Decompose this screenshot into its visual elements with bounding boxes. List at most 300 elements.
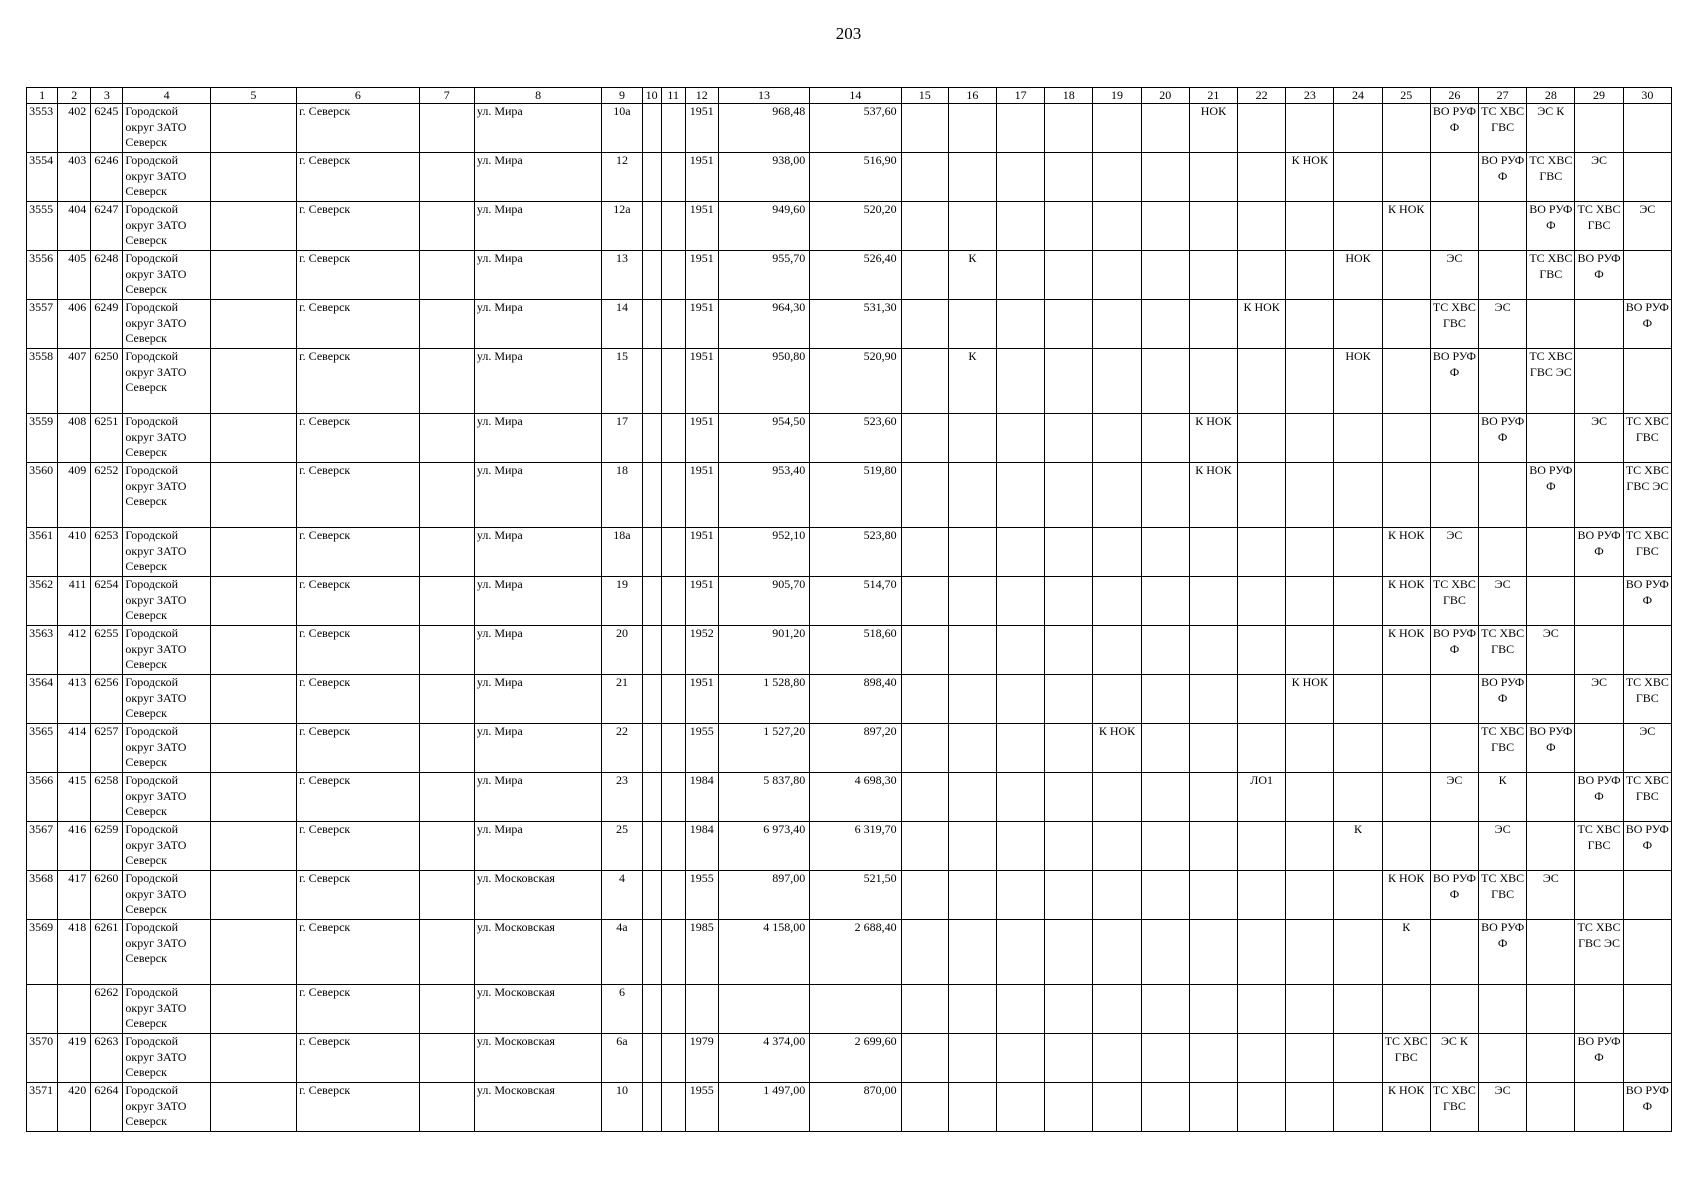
table-cell: 3556 [27, 251, 58, 300]
table-cell: ВО РУФ Ф [1527, 724, 1575, 773]
table-cell: ЭС К [1527, 104, 1575, 153]
table-cell [997, 871, 1045, 920]
table-cell [661, 1034, 685, 1083]
table-cell [1093, 528, 1141, 577]
table-cell: 6250 [91, 349, 123, 414]
table-cell [1141, 153, 1189, 202]
table-cell: 419 [58, 1034, 91, 1083]
table-cell: К НОК [1093, 724, 1141, 773]
table-cell: ТС ХВС ГВС [1479, 724, 1527, 773]
table-cell: НОК [1189, 104, 1237, 153]
table-cell [1334, 675, 1382, 724]
table-cell [210, 528, 296, 577]
table-cell: ЭС [1430, 528, 1478, 577]
table-cell [642, 153, 661, 202]
table-cell: 897,00 [718, 871, 809, 920]
table-cell: 6 [602, 985, 642, 1034]
table-cell: 518,60 [810, 626, 901, 675]
table-cell [1575, 626, 1623, 675]
table-cell [1334, 985, 1382, 1034]
table-cell [1286, 349, 1334, 414]
table-cell [1382, 300, 1430, 349]
table-cell: ВО РУФ Ф [1575, 251, 1623, 300]
table-cell: ул. Мира [474, 724, 602, 773]
table-cell: 898,40 [810, 675, 901, 724]
table-cell [1045, 202, 1093, 251]
table-cell [661, 300, 685, 349]
table-row [27, 577, 1672, 626]
table-cell: 3563 [27, 626, 58, 675]
table-cell [948, 1034, 996, 1083]
table-cell: 6263 [91, 1034, 123, 1083]
table-cell: Городской округ ЗАТО Северск [123, 251, 210, 300]
table-cell: 2 688,40 [810, 920, 901, 985]
table-cell [419, 1034, 474, 1083]
table-cell: 526,40 [810, 251, 901, 300]
table-cell [1334, 104, 1382, 153]
header-cell: 29 [1575, 88, 1623, 104]
table-cell: ТС ХВС ГВС [1430, 577, 1478, 626]
table-cell: 531,30 [810, 300, 901, 349]
table-cell [1093, 871, 1141, 920]
table-cell [1334, 202, 1382, 251]
table-cell: ВО РУФ Ф [1430, 349, 1478, 414]
table-cell [1479, 463, 1527, 528]
table-cell [1045, 1083, 1093, 1132]
table-cell [948, 577, 996, 626]
table-cell: 968,48 [718, 104, 809, 153]
table-cell [1575, 1083, 1623, 1132]
data-table [26, 87, 1672, 1132]
table-cell [948, 920, 996, 985]
table-cell [1334, 300, 1382, 349]
header-cell: 6 [297, 88, 420, 104]
table-cell: 414 [58, 724, 91, 773]
page-number: 203 [835, 24, 862, 43]
table-cell [901, 577, 948, 626]
table-cell [901, 1034, 948, 1083]
table-cell: К НОК [1238, 300, 1286, 349]
table-row [27, 251, 1672, 300]
table-cell: 10 [602, 1083, 642, 1132]
table-cell [1045, 577, 1093, 626]
header-cell: 27 [1479, 88, 1527, 104]
table-cell: 19 [602, 577, 642, 626]
table-cell [1093, 104, 1141, 153]
table-cell: ТС ХВС ГВС [1527, 251, 1575, 300]
table-cell [1623, 349, 1671, 414]
table-cell [901, 463, 948, 528]
table-cell [210, 463, 296, 528]
table-cell [210, 349, 296, 414]
table-cell [1430, 414, 1478, 463]
table-cell [1286, 528, 1334, 577]
table-cell [1527, 1083, 1575, 1132]
table-row [27, 202, 1672, 251]
table-cell [1141, 1034, 1189, 1083]
table-cell: 1951 [685, 251, 718, 300]
table-cell [210, 1083, 296, 1132]
table-cell [901, 153, 948, 202]
table-cell: 3570 [27, 1034, 58, 1083]
header-cell: 15 [901, 88, 948, 104]
table-cell: 416 [58, 822, 91, 871]
table-cell [1286, 773, 1334, 822]
table-cell [210, 920, 296, 985]
table-cell [1623, 871, 1671, 920]
table-cell: 901,20 [718, 626, 809, 675]
table-cell [1623, 104, 1671, 153]
table-cell [419, 675, 474, 724]
table-cell [1093, 626, 1141, 675]
table-cell [1045, 153, 1093, 202]
table-cell: 6264 [91, 1083, 123, 1132]
table-cell [901, 675, 948, 724]
table-cell [1189, 202, 1237, 251]
table-cell [1045, 920, 1093, 985]
table-cell: 5 837,80 [718, 773, 809, 822]
table-cell [1286, 724, 1334, 773]
table-cell: К НОК [1382, 626, 1430, 675]
table-cell [661, 773, 685, 822]
table-cell [1334, 773, 1382, 822]
table-cell [642, 251, 661, 300]
table-cell [901, 528, 948, 577]
table-cell: 1951 [685, 349, 718, 414]
table-cell: ЭС [1430, 251, 1478, 300]
table-cell [901, 414, 948, 463]
table-cell [1141, 724, 1189, 773]
table-cell [1141, 920, 1189, 985]
table-cell: г. Северск [297, 300, 420, 349]
table-cell [1093, 1083, 1141, 1132]
table-cell: Городской округ ЗАТО Северск [123, 724, 210, 773]
table-cell: 955,70 [718, 251, 809, 300]
table-cell [1334, 1083, 1382, 1132]
table-cell [1045, 724, 1093, 773]
table-cell: 6246 [91, 153, 123, 202]
table-cell [1238, 1083, 1286, 1132]
table-cell: 25 [602, 822, 642, 871]
table-cell: г. Северск [297, 251, 420, 300]
table-cell: 6253 [91, 528, 123, 577]
table-cell: 1985 [685, 920, 718, 985]
table-cell [997, 202, 1045, 251]
table-cell [1334, 871, 1382, 920]
table-cell [1479, 1034, 1527, 1083]
table-cell [661, 626, 685, 675]
header-cell: 20 [1141, 88, 1189, 104]
table-cell [1141, 202, 1189, 251]
table-cell [1575, 871, 1623, 920]
table-cell: 523,60 [810, 414, 901, 463]
table-cell [419, 626, 474, 675]
table-cell: ЭС [1623, 724, 1671, 773]
table-cell [1093, 773, 1141, 822]
table-cell [948, 773, 996, 822]
table-row [27, 985, 1672, 1034]
table-cell [1286, 626, 1334, 675]
table-cell [642, 724, 661, 773]
table-cell [1045, 675, 1093, 724]
table-cell [661, 104, 685, 153]
table-cell [1575, 463, 1623, 528]
table-cell [642, 463, 661, 528]
table-cell [997, 1083, 1045, 1132]
table-cell: 1979 [685, 1034, 718, 1083]
table-cell [1189, 675, 1237, 724]
header-cell: 7 [419, 88, 474, 104]
table-cell: ул. Мира [474, 414, 602, 463]
table-cell: г. Северск [297, 822, 420, 871]
table-cell [997, 626, 1045, 675]
table-cell [661, 1083, 685, 1132]
table-cell [1479, 528, 1527, 577]
table-cell [1286, 1083, 1334, 1132]
table-cell: ТС ХВС ГВС [1527, 153, 1575, 202]
table-cell [661, 920, 685, 985]
table-cell [901, 871, 948, 920]
table-cell: г. Северск [297, 920, 420, 985]
table-cell: НОК [1334, 349, 1382, 414]
table-cell [1527, 920, 1575, 985]
table-cell [1141, 985, 1189, 1034]
table-cell [1045, 463, 1093, 528]
table-cell: ВО РУФ Ф [1575, 528, 1623, 577]
table-cell: 18а [602, 528, 642, 577]
table-cell [1382, 675, 1430, 724]
table-cell [419, 414, 474, 463]
table-cell [1430, 202, 1478, 251]
table-cell [997, 577, 1045, 626]
header-cell: 12 [685, 88, 718, 104]
table-cell [1189, 871, 1237, 920]
table-cell [901, 349, 948, 414]
table-cell: 10а [602, 104, 642, 153]
table-cell: г. Северск [297, 577, 420, 626]
table-cell [642, 985, 661, 1034]
table-cell [1430, 724, 1478, 773]
table-cell: 1951 [685, 202, 718, 251]
table-cell [642, 104, 661, 153]
table-cell [1141, 773, 1189, 822]
table-cell: Городской округ ЗАТО Северск [123, 463, 210, 528]
table-cell [1623, 251, 1671, 300]
table-cell: 418 [58, 920, 91, 985]
table-cell [419, 528, 474, 577]
table-cell [1189, 985, 1237, 1034]
table-cell [1623, 626, 1671, 675]
table-cell: Городской округ ЗАТО Северск [123, 920, 210, 985]
table-cell [1430, 153, 1478, 202]
table-cell [1141, 822, 1189, 871]
table-cell [1430, 985, 1478, 1034]
table-cell [1238, 577, 1286, 626]
table-cell [1045, 414, 1093, 463]
table-cell [1479, 349, 1527, 414]
table-cell [1238, 153, 1286, 202]
table-cell: 15 [602, 349, 642, 414]
table-cell [419, 1083, 474, 1132]
table-cell: 3559 [27, 414, 58, 463]
table-cell [661, 251, 685, 300]
table-cell: К НОК [1189, 414, 1237, 463]
table-cell: 6248 [91, 251, 123, 300]
table-cell [210, 675, 296, 724]
table-cell: 22 [602, 724, 642, 773]
table-cell [1623, 1034, 1671, 1083]
table-cell: Городской округ ЗАТО Северск [123, 1034, 210, 1083]
table-cell: г. Северск [297, 1034, 420, 1083]
table-cell: 405 [58, 251, 91, 300]
table-cell [419, 773, 474, 822]
table-cell: 950,80 [718, 349, 809, 414]
table-cell [1382, 104, 1430, 153]
table-cell [1189, 920, 1237, 985]
table-cell [1093, 414, 1141, 463]
table-cell [1189, 724, 1237, 773]
table-cell: 6247 [91, 202, 123, 251]
header-cell: 10 [642, 88, 661, 104]
table-cell: ВО РУФ Ф [1430, 871, 1478, 920]
table-cell: ВО РУФ Ф [1479, 675, 1527, 724]
table-cell [948, 300, 996, 349]
table-cell [1093, 202, 1141, 251]
table-cell: 6249 [91, 300, 123, 349]
table-cell: 21 [602, 675, 642, 724]
table-cell: Городской округ ЗАТО Северск [123, 773, 210, 822]
table-cell: 3558 [27, 349, 58, 414]
table-cell: 6257 [91, 724, 123, 773]
table-cell: ул. Мира [474, 153, 602, 202]
table-cell [419, 577, 474, 626]
header-cell: 5 [210, 88, 296, 104]
table-cell: 4 158,00 [718, 920, 809, 985]
table-cell: 420 [58, 1083, 91, 1132]
table-cell [210, 300, 296, 349]
table-cell [1382, 251, 1430, 300]
table-cell: 523,80 [810, 528, 901, 577]
table-cell: 23 [602, 773, 642, 822]
table-cell [210, 153, 296, 202]
table-cell: 1951 [685, 153, 718, 202]
table-cell [1575, 104, 1623, 153]
table-cell [1479, 202, 1527, 251]
table-cell: 514,70 [810, 577, 901, 626]
table-cell: г. Северск [297, 414, 420, 463]
table-cell [1045, 626, 1093, 675]
header-cell: 25 [1382, 88, 1430, 104]
table-cell: ЭС [1527, 871, 1575, 920]
table-cell: ВО РУФ Ф [1575, 1034, 1623, 1083]
table-cell [1527, 414, 1575, 463]
table-row [27, 626, 1672, 675]
table-cell [1286, 822, 1334, 871]
table-cell: 1 528,80 [718, 675, 809, 724]
table-cell [419, 202, 474, 251]
table-cell [27, 985, 58, 1034]
header-cell: 30 [1623, 88, 1671, 104]
table-cell [1430, 822, 1478, 871]
table-cell [1286, 1034, 1334, 1083]
table-cell: К НОК [1382, 577, 1430, 626]
table-cell: 6258 [91, 773, 123, 822]
table-cell: ул. Мира [474, 577, 602, 626]
header-row [27, 88, 1672, 104]
table-cell: Городской округ ЗАТО Северск [123, 349, 210, 414]
table-cell: ул. Московская [474, 871, 602, 920]
table-cell: ЭС [1575, 153, 1623, 202]
table-row [27, 920, 1672, 985]
table-cell [1382, 349, 1430, 414]
table-cell [1141, 251, 1189, 300]
table-cell: 404 [58, 202, 91, 251]
table-cell [948, 626, 996, 675]
table-cell [661, 675, 685, 724]
table-cell [685, 985, 718, 1034]
table-cell: ВО РУФ Ф [1575, 773, 1623, 822]
table-cell: г. Северск [297, 104, 420, 153]
table-cell: ТС ХВС ГВС [1479, 626, 1527, 675]
table-cell [997, 1034, 1045, 1083]
table-cell [419, 251, 474, 300]
table-cell: ул. Мира [474, 463, 602, 528]
table-cell: 938,00 [718, 153, 809, 202]
table-cell: г. Северск [297, 985, 420, 1034]
table-cell: ТС ХВС ГВС [1479, 871, 1527, 920]
table-cell [419, 920, 474, 985]
table-cell: 413 [58, 675, 91, 724]
table-cell: ВО РУФ Ф [1527, 202, 1575, 251]
table-cell: 1984 [685, 822, 718, 871]
table-cell [1189, 773, 1237, 822]
table-cell: К [948, 349, 996, 414]
table-cell [1527, 985, 1575, 1034]
table-cell [1141, 1083, 1189, 1132]
header-cell: 4 [123, 88, 210, 104]
table-cell: 1951 [685, 463, 718, 528]
table-cell [1575, 985, 1623, 1034]
table-cell: К НОК [1382, 1083, 1430, 1132]
header-cell: 2 [58, 88, 91, 104]
table-cell [1141, 528, 1189, 577]
table-cell [1527, 528, 1575, 577]
table-cell [901, 251, 948, 300]
table-cell: 408 [58, 414, 91, 463]
table-cell [1623, 153, 1671, 202]
table-cell [948, 822, 996, 871]
table-row [27, 528, 1672, 577]
table-cell [1093, 300, 1141, 349]
table-cell: 953,40 [718, 463, 809, 528]
table-cell: 6252 [91, 463, 123, 528]
table-cell [1141, 463, 1189, 528]
table-cell: 6254 [91, 577, 123, 626]
table-cell [948, 675, 996, 724]
table-cell [642, 577, 661, 626]
table-cell: ТС ХВС ГВС [1623, 675, 1671, 724]
table-cell [642, 626, 661, 675]
table-cell: 537,60 [810, 104, 901, 153]
table-cell [1141, 626, 1189, 675]
table-cell [1238, 920, 1286, 985]
table-cell: ТС ХВС ГВС ЭС [1527, 349, 1575, 414]
table-cell [1045, 528, 1093, 577]
table-cell [210, 773, 296, 822]
table-cell [1093, 985, 1141, 1034]
table-cell: 6259 [91, 822, 123, 871]
table-cell: 954,50 [718, 414, 809, 463]
